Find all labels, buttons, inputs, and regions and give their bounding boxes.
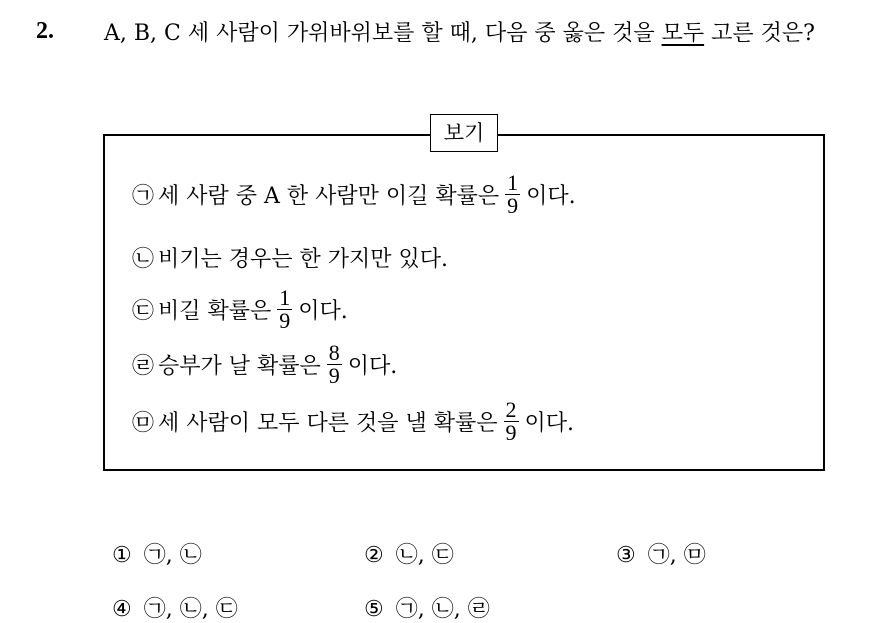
choice-text: ㉠, ㉡, ㉣ bbox=[395, 597, 490, 622]
fraction-numerator: 1 bbox=[507, 170, 519, 195]
answer-choice-4[interactable] bbox=[112, 592, 238, 623]
choice-text: ㉠, ㉤ bbox=[647, 543, 706, 568]
fraction-denominator: 9 bbox=[279, 308, 291, 333]
item-mark: ㉠ bbox=[132, 184, 155, 209]
fraction bbox=[327, 342, 342, 387]
example-item-5 bbox=[132, 399, 574, 444]
fraction-numerator: 2 bbox=[505, 397, 517, 422]
choice-number: ① bbox=[112, 543, 132, 568]
item-mark: ㉤ bbox=[132, 411, 155, 436]
answer-choice-5[interactable] bbox=[364, 592, 490, 623]
fraction-numerator: 8 bbox=[328, 340, 340, 365]
example-item-3 bbox=[132, 287, 348, 332]
fraction bbox=[504, 399, 519, 444]
example-item-1 bbox=[132, 172, 576, 217]
item-text-end: 이다. bbox=[524, 411, 574, 436]
example-item-2 bbox=[132, 242, 448, 273]
fraction-denominator: 9 bbox=[507, 193, 519, 218]
item-text-end: 이다. bbox=[526, 184, 576, 209]
item-text: 세 사람이 모두 다른 것을 낼 확률은 bbox=[158, 411, 498, 436]
answer-choice-3[interactable] bbox=[616, 538, 706, 569]
choice-number: ② bbox=[364, 543, 384, 568]
choice-number: ⑤ bbox=[364, 597, 384, 622]
item-mark: ㉢ bbox=[132, 299, 155, 324]
question-stem bbox=[104, 16, 864, 52]
item-mark: ㉡ bbox=[132, 247, 155, 272]
item-text-end: 이다. bbox=[347, 354, 398, 379]
answer-choice-2[interactable] bbox=[364, 538, 454, 569]
choice-text: ㉠, ㉡ bbox=[143, 543, 202, 568]
choice-text: ㉠, ㉡, ㉢ bbox=[143, 597, 238, 622]
choice-number: ③ bbox=[616, 543, 636, 568]
stem-underlined-word: 모두 bbox=[661, 21, 705, 46]
stem-text-end: 고른 것은? bbox=[704, 21, 815, 46]
item-mark: ㉣ bbox=[132, 354, 155, 379]
example-item-4 bbox=[132, 342, 397, 387]
fraction-denominator: 9 bbox=[328, 363, 340, 388]
choice-number: ④ bbox=[112, 597, 132, 622]
item-text: 승부가 날 확률은 bbox=[158, 354, 321, 379]
question-number: 2. bbox=[36, 18, 54, 44]
choice-text: ㉡, ㉢ bbox=[395, 543, 454, 568]
fraction-numerator: 1 bbox=[279, 285, 291, 310]
item-text: 세 사람 중 A 한 사람만 이길 확률은 bbox=[158, 184, 500, 209]
fraction bbox=[505, 172, 520, 217]
fraction bbox=[277, 287, 292, 332]
stem-text: A, B, C 세 사람이 가위바위보를 할 때, 다음 중 옳은 것을 bbox=[104, 21, 662, 46]
item-text: 비기는 경우는 한 가지만 있다. bbox=[158, 247, 448, 272]
answer-choice-1[interactable] bbox=[112, 538, 202, 569]
item-text-end: 이다. bbox=[298, 299, 348, 324]
item-text: 비길 확률은 bbox=[158, 299, 272, 324]
fraction-denominator: 9 bbox=[505, 420, 517, 445]
example-box-title: 보기 bbox=[430, 114, 498, 152]
